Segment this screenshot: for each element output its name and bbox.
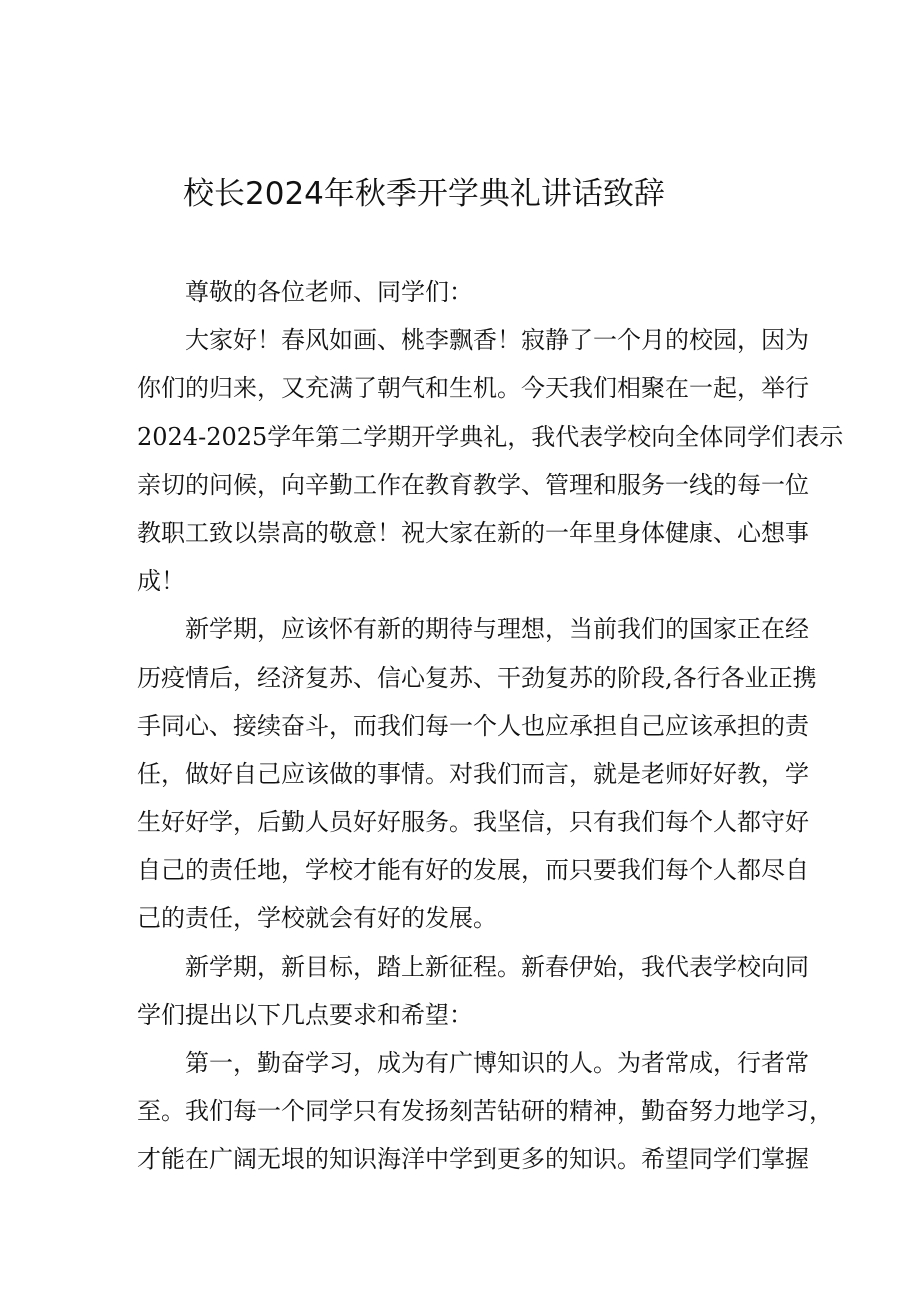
paragraph-line: 2024-2025学年第二学期开学典礼，我代表学校向全体同学们表示 [137,422,844,451]
salutation-line: 尊敬的各位老师、同学们： [185,278,473,306]
paragraph-line: 新学期，新目标，踏上新征程。新春伊始，我代表学校向同 [185,952,809,981]
paragraph-line: 自己的责任地，学校才能有好的发展，而只要我们每个人都尽自 [137,856,809,885]
paragraph-line: 学们提出以下几点要求和希望： [137,1000,473,1029]
paragraph-line: 历疫情后，经济复苏、信心复苏、干劲复苏的阶段,各行各业正携 [137,663,817,692]
paragraph-line: 成！ [137,567,185,596]
document-title: 校长2024年秋季开学典礼讲话致辞 [183,176,665,212]
document-body [137,268,844,1184]
paragraph-line: 手同心、接续奋斗，而我们每一个人也应承担自己应该承担的责 [137,711,809,740]
paragraph-line: 己的责任，学校就会有好的发展。 [137,904,497,933]
paragraph-line: 你们的归来，又充满了朝气和生机。今天我们相聚在一起，举行 [137,374,809,403]
paragraph-line: 至。我们每一个同学只有发扬刻苦钻研的精神，勤奋努力地学习， [137,1097,833,1126]
paragraph-line: 才能在广阔无垠的知识海洋中学到更多的知识。希望同学们掌握 [137,1145,809,1174]
paragraph-line: 大家好！春风如画、桃李飘香！寂静了一个月的校园，因为 [185,326,809,355]
paragraph-line: 任，做好自己应该做的事情。对我们而言，就是老师好好教，学 [137,759,809,788]
paragraph-line: 生好好学，后勤人员好好服务。我坚信，只有我们每个人都守好 [137,808,809,837]
paragraph-line: 新学期，应该怀有新的期待与理想，当前我们的国家正在经 [185,615,809,644]
paragraph-line: 教职工致以崇高的敬意！祝大家在新的一年里身体健康、心想事 [137,518,809,547]
paragraph-line: 第一，勤奋学习，成为有广博知识的人。为者常成，行者常 [185,1049,809,1077]
paragraph-line: 亲切的问候，向辛勤工作在教育教学、管理和服务一线的每一位 [137,470,809,499]
